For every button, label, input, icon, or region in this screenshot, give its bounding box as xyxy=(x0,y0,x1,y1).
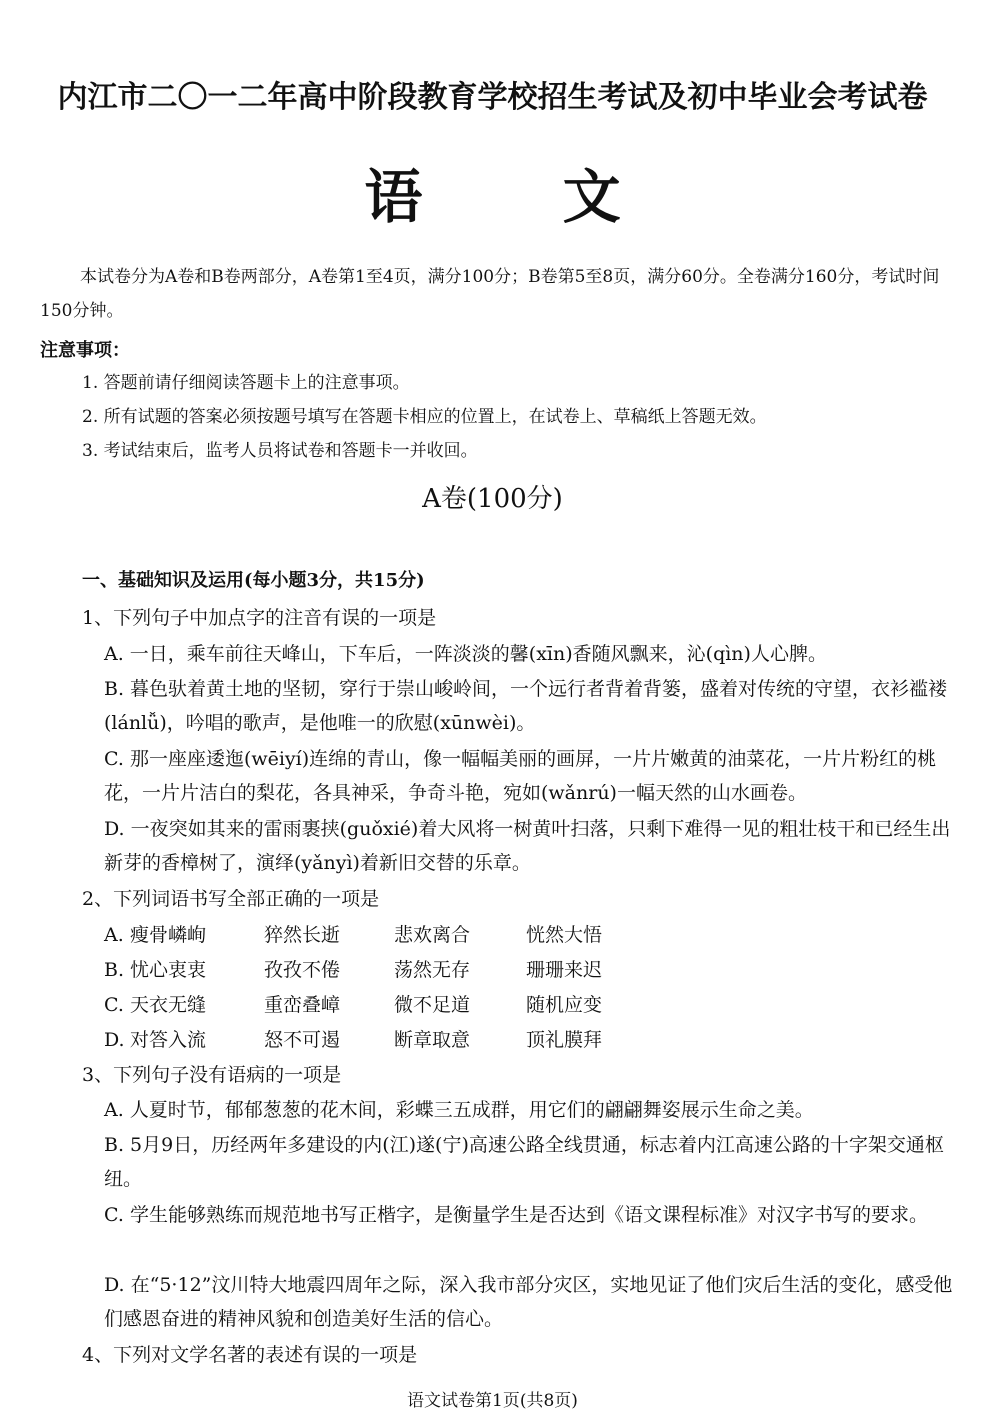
q2-word: 重峦叠嶂 xyxy=(264,994,341,1016)
q1-option-b: B. 暮色驮着黄土地的坚韧，穿行于崇山峻岭间，一个远行者背着背篓，盛着对传统的守望，衣衫褴褛(lánlǚ)，吟唱的歌声，是他唯一的欣慰(xūnwèi)。 xyxy=(104,678,948,734)
q2-word: 瘦骨嶙峋 xyxy=(130,924,207,946)
q2-label: C. xyxy=(104,994,124,1016)
note-item: 3. 考试结束后，监考人员将试卷和答题卡一并收回。 xyxy=(82,441,478,461)
q3-option-d: D. 在“5·12”汶川特大地震四周年之际，深入我市部分灾区，实地见证了他们灾后生活的变化，感受他们感恩奋进的精神风貌和创造美好生活的信心。 xyxy=(104,1274,953,1330)
q1-stem: 1、下列句子中加点字的注音有误的一项是 xyxy=(82,607,437,629)
q1-option-a: A. 一日，乘车前往天峰山，下车后，一阵淡淡的馨(xīn)香随风飘来，沁(qìn)人心脾。 xyxy=(104,643,827,665)
q2-word: 珊珊来迟 xyxy=(526,959,603,981)
note-item: 1. 答题前请仔细阅读答题卡上的注意事项。 xyxy=(82,373,410,393)
q3-option-a: A. 人夏时节，郁郁葱葱的花木间，彩蝶三五成群，用它们的翩翩舞姿展示生命之美。 xyxy=(104,1099,814,1121)
q2-label: D. xyxy=(104,1029,125,1051)
exam-title: 内江市二〇一二年高中阶段教育学校招生考试及初中毕业会考试卷 xyxy=(57,80,928,115)
notes-title: 注意事项： xyxy=(40,340,130,361)
q2-word: 孜孜不倦 xyxy=(264,959,341,981)
q2-word: 猝然长逝 xyxy=(264,924,341,946)
q2-word: 悲欢离合 xyxy=(394,924,471,946)
q2-word: 微不足道 xyxy=(394,994,471,1016)
intro-text: 本试卷分为A卷和B卷两部分，A卷第1至4页，满分100分；B卷第5至8页，满分60分。全卷满分160分，考试时间150分钟。 xyxy=(40,267,940,321)
q4-stem: 4、下列对文学名著的表述有误的一项是 xyxy=(82,1344,418,1366)
section-a-heading: A卷(100分) xyxy=(422,484,563,514)
q3-option-c: C. 学生能够熟练而规范地书写正楷字，是衡量学生是否达到《语文课程标准》对汉字书写的要求。 xyxy=(104,1204,928,1226)
q2-word: 天衣无缝 xyxy=(130,994,207,1016)
part-one-heading: 一、基础知识及运用(每小题3分，共15分) xyxy=(82,570,425,591)
q2-word: 随机应变 xyxy=(526,994,603,1016)
q2-label: B. xyxy=(104,959,125,981)
q2-word: 荡然无存 xyxy=(394,959,471,981)
q2-stem: 2、下列词语书写全部正确的一项是 xyxy=(82,888,380,910)
q3-stem: 3、下列句子没有语病的一项是 xyxy=(82,1064,342,1086)
page-footer: 语文试卷第1页(共8页) xyxy=(407,1391,578,1411)
q2-word: 对答入流 xyxy=(130,1029,207,1051)
q2-word: 忧心衷衷 xyxy=(130,959,207,981)
notes-list xyxy=(82,366,942,468)
q2-row-a xyxy=(104,920,602,947)
q2-row-d xyxy=(104,1025,602,1052)
q2-word: 顶礼膜拜 xyxy=(526,1029,603,1051)
note-item: 2. 所有试题的答案必须按题号填写在答题卡相应的位置上，在试卷上、草稿纸上答题无效。 xyxy=(82,407,767,427)
q2-word: 恍然大悟 xyxy=(526,924,603,946)
q1-option-d: D. 一夜突如其来的雷雨裹挟(guǒxié)着大风将一树黄叶扫落，只剩下难得一见的粗壮枝干和已经生出新芽的香樟树了，演绎(yǎnyì)着新旧交替的乐章。 xyxy=(104,818,951,874)
q2-label: A. xyxy=(104,924,124,946)
subject-title: 语 文 xyxy=(364,163,681,231)
q2-word: 怒不可遏 xyxy=(264,1029,341,1051)
q1-option-c: C. 那一座座逶迤(wēiyí)连绵的青山，像一幅幅美丽的画屏，一片片嫩黄的油菜花，一片片粉红的桃花，一片片洁白的梨花，各具神采，争奇斗艳，宛如(wǎnrú)一幅天然的山水画卷。 xyxy=(104,748,937,804)
q3-option-b: B. 5月9日，历经两年多建设的内(江)遂(宁)高速公路全线贯通，标志着内江高速公路的十字架交通枢纽。 xyxy=(104,1134,944,1190)
q2-row-c xyxy=(104,990,602,1017)
q2-row-b xyxy=(104,955,602,982)
q2-word: 断章取意 xyxy=(394,1029,471,1051)
